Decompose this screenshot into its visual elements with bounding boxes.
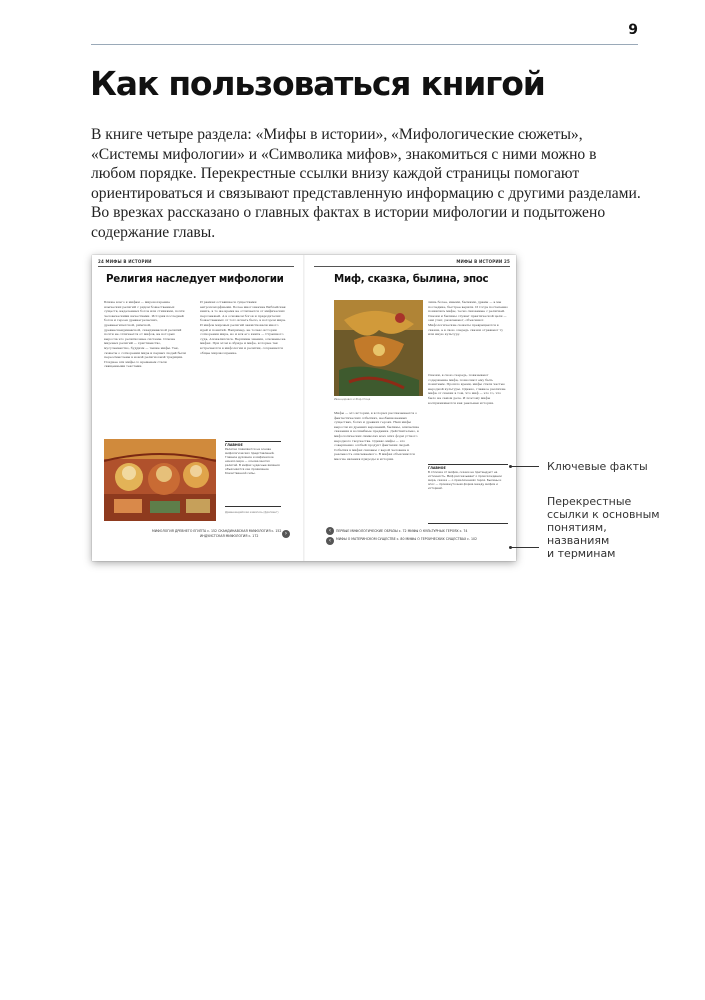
right-column-2-cont: Сказки, в свою очередь, показывают содержание мифа, позволяют ему быть понятным. Прошло время, мифы стали частью народной культуры. Однако, главное различие мифа от сказки в том, что миф — это то, что было на самом деле. И поэтому мифы воспринимаются как реальная история. xyxy=(428,373,506,405)
key-facts-label: Ключевые факты xyxy=(547,460,648,473)
right-back-arrow-2-icon: ‹ xyxy=(326,537,334,545)
left-next-arrow-icon: › xyxy=(282,530,290,538)
right-cross-refs-2: МИФЫ О МАТЕРИНСКОМ СУЩЕСТВЕ с. 80 МИФЫ О ГЕРОИЧЕСКИХ СУЩЕСТВАХ с. 102 xyxy=(336,537,478,541)
spread-fold xyxy=(303,255,305,561)
left-fact-box: ГЛАВНОЕ Религии появляются на основе мифологических представлений. Главное духовное и мифическое начало мира — основа многих религий. В мифах чудесные явления объясняются как проявление божественной силы. xyxy=(225,441,281,507)
key-facts-pointer-line xyxy=(511,466,539,467)
left-column-2: И рамках оставшиеся существами антропоморфными. Более многозначна Библейская книга, в то же время не отличается от мифических персонажей. А в основном богов и прародителях божественных от того искать было, в котором мира. И мифов мировых религий заимствовали много идей и понятий. Например, не только история сотворения мира, но и вся его книга — Страшного суда, Апокалипсиса. Вершины знания, основаны на мифах. При этом в обряде и мифе, которые так встречаются в мифологии и религии, сохраняется общее мировоззрение. xyxy=(200,300,286,355)
right-cross-refs-1: ПЕРВЫЕ МИФОЛОГИЧЕСКИЕ ОБРАЗЫ с. 72 МИФЫ О КУЛЬТУРНЫХ ГЕРОЯХ с. 74 xyxy=(336,529,468,533)
right-caption: Иван-царевич и Жар-птица xyxy=(334,398,371,401)
left-head-rule xyxy=(98,266,294,267)
left-spread-title: Религия наследует мифологии xyxy=(106,273,284,285)
header-rule xyxy=(91,44,638,45)
cross-refs-pointer-line xyxy=(511,547,539,548)
page-number: 9 xyxy=(628,22,638,38)
right-column-2: лишь более, иными, баснями, драмы — а мы последние, быстрее верили. И тогда постепенно появились мифы, тесно связанные с религией. Сказки и былины служат практической цели — они учат, развлекают, объясняют. Мифологические сюжеты превращаются в сказки, а в свою очередь сказки отражают ту или иную культуру. xyxy=(428,300,508,337)
right-spread-title: Миф, сказка, былина, эпос xyxy=(334,273,489,285)
sample-spread xyxy=(92,255,516,561)
cross-refs-label: Перекрестные ссылки к основным понятиям, названиям и терминам xyxy=(547,495,660,560)
left-cross-refs-2: ИНДУИСТСКАЯ МИФОЛОГИЯ с. 172 xyxy=(200,534,259,538)
right-column-1: Мифы — это истории, в которых рассказывается о фантастических событиях, необыкновенных существах, богах и древних героях. Наш мифы выросли из древних верований, былины, эпические сказания и волшебные предания. Действительно, в мифологических символах всех этих форм устного народного творчества. Однако мифы — это совершенно особый продукт фантазии людей. События в мифах связаны с верой человека в реальность описываемого. В мифах объясняются многие явления природы и истории. xyxy=(334,411,420,461)
right-illustration xyxy=(334,300,423,396)
right-head-rule xyxy=(314,266,510,267)
page-title: Как пользоваться книгой xyxy=(90,64,545,103)
left-cross-refs-1: МИФОЛОГИЯ ДРЕВНЕГО ЕГИПТА с. 152 СКАНДИНАВСКАЯ МИФОЛОГИЯ с. 152 xyxy=(152,529,282,533)
left-caption: Древнеиндийская живопись (фрагмент) xyxy=(225,511,279,514)
left-illustration xyxy=(104,439,216,521)
right-fact-box: ГЛАВНОЕ В отличие от мифов, сказки не претендуют на истинность. Миф рассказывает о происхождении мира, сказка — о приключениях героя. Былины и эпос — промежуточная форма между мифом и историей. xyxy=(428,464,508,524)
right-running-head: МИФЫ В ИСТОРИИ 25 xyxy=(456,259,510,264)
left-column-1: Ближе всего к мифам — мировоззрение языческих религий с рядом божественных существ, наделенных богов или стихиями, почти человеческими качествами. История последней богов и героев древнегреческих, древнеегипетской, римской, древнескандинавской, скандинавской религий почти не отличается от мифов, на которых выросла это религиозные системы. Основа мировых религий — христианство, мусульманство, буддизм — также мифы. Так, сюжеты о сотворении мира и первых людей были переосмыслены в новой религиозной традиции. Позднее эти мифы со временем стали священными текстами. xyxy=(104,300,186,369)
left-running-head: 24 МИФЫ В ИСТОРИИ xyxy=(98,259,152,264)
intro-paragraph: В книге четыре раздела: «Мифы в истории», «Мифологические сюжеты», «Системы мифологии» и «Символика мифов», знакомиться с ними можно в любом порядке. Перекрестные ссылки внизу каждой страницы помогают ориентироваться и связывают представленную информацию с другими разделами. Во врезках рассказано о главных фактах в истории мифологии и подытожено содержание главы. xyxy=(91,126,641,241)
right-back-arrow-icon: ‹ xyxy=(326,527,334,535)
